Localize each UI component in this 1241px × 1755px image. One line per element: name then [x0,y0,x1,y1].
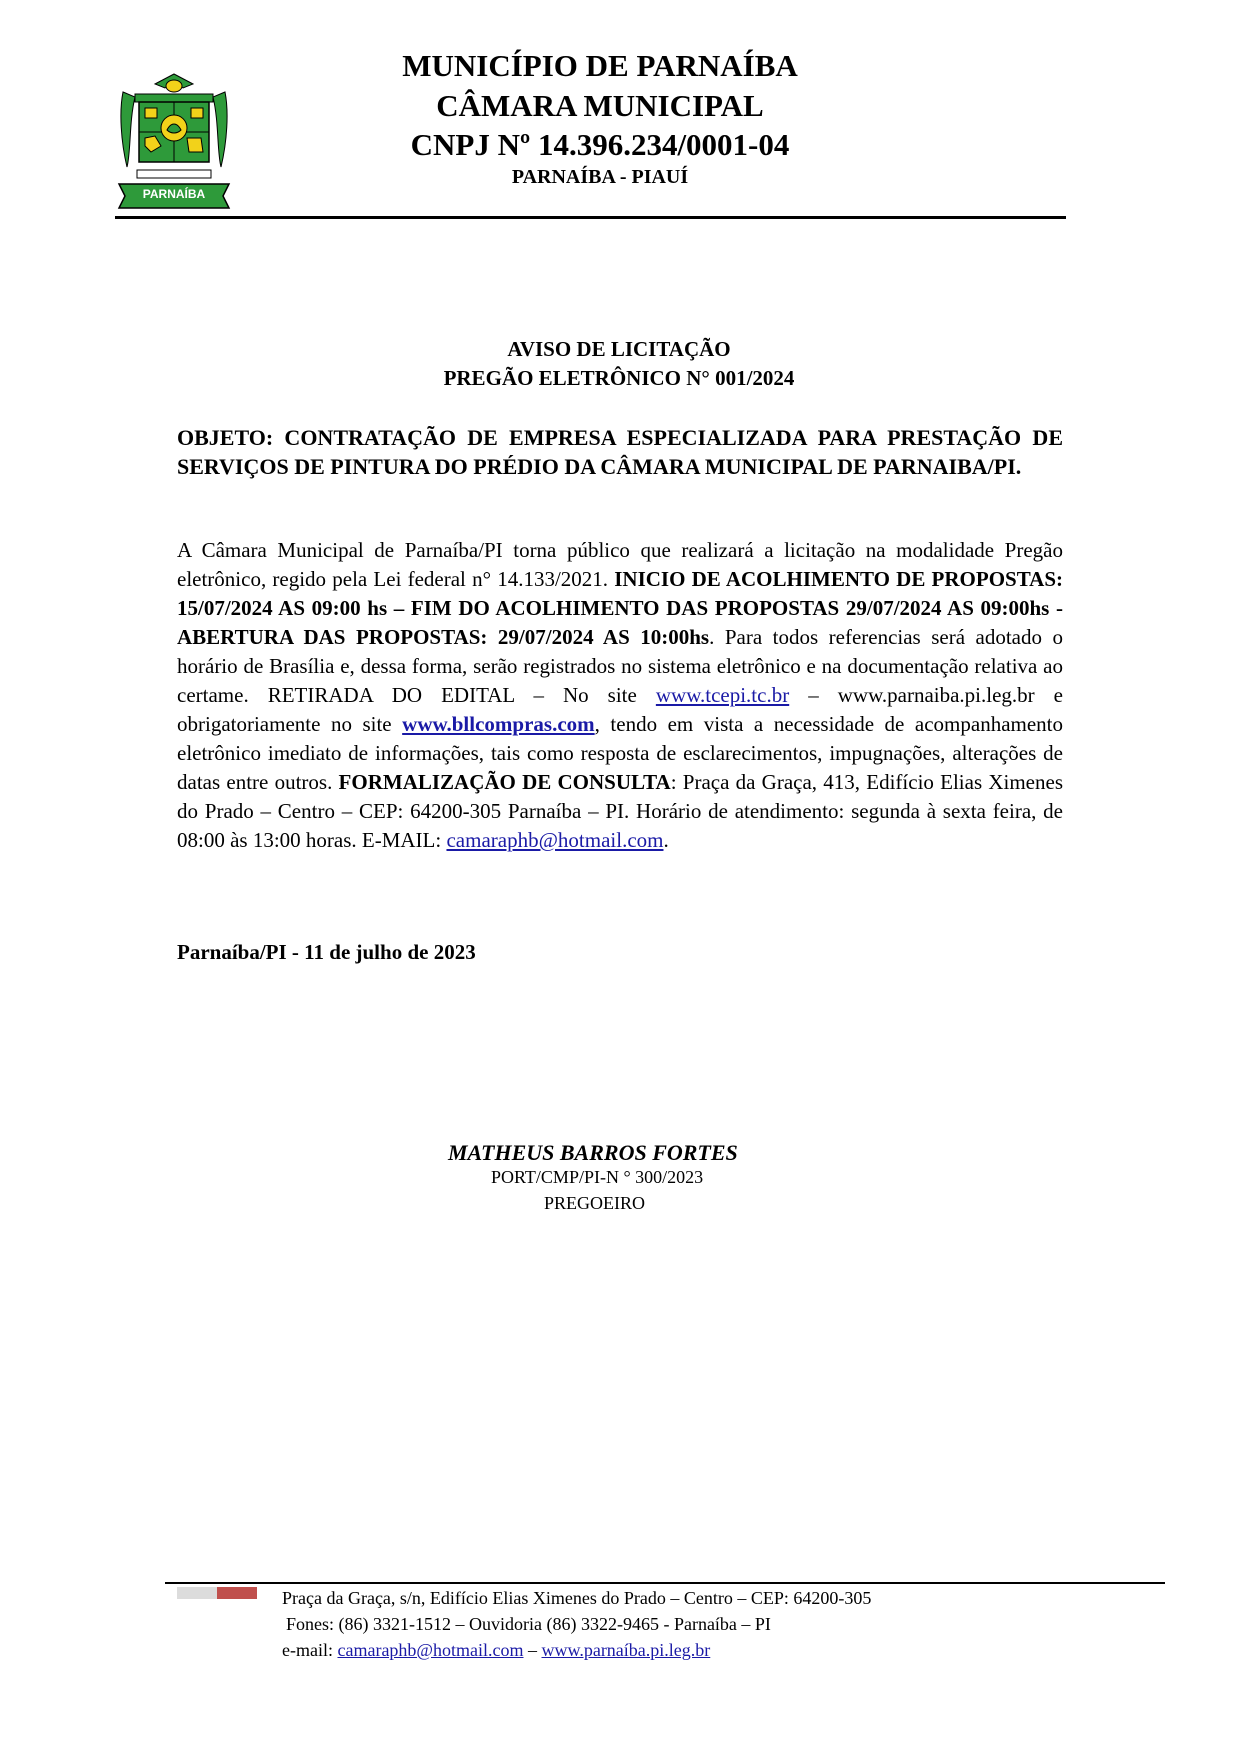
footer-phones: Fones: (86) 3321-1512 – Ouvidoria (86) 3322-9465 - Parnaíba – PI [286,1614,771,1634]
date-line: Parnaíba/PI - 11 de julho de 2023 [177,940,476,964]
signatory-ordinance: PORT/CMP/PI-N ° 300/2023 [491,1167,704,1187]
bllcompras-link[interactable]: www.bllcompras.com [402,712,595,736]
signatory-name: MATHEUS BARROS FORTES [448,1140,738,1165]
body-text-6: . [663,828,669,852]
footer-email-label: e-mail: [282,1640,338,1660]
tcepi-link[interactable]: www.tcepi.tc.br [655,683,790,707]
email-link[interactable]: camaraphb@hotmail.com [446,828,664,852]
body-text-2: . Para todos referencias será adotado o horário de Brasília e, dessa forma, serão registrados no sistema eletrônico e na documentação relativa ao certame. RETIRADA DO EDITAL – No site [177,625,1063,707]
header-municipality: MUNICÍPIO DE PARNAÍBA [402,48,798,83]
signatory-role: PREGOEIRO [544,1193,646,1213]
footer-divider [165,1582,1165,1584]
footer-address: Praça da Graça, s/n, Edifício Elias Ximenes do Prado – Centro – CEP: 64200-305 [282,1588,872,1608]
notice-title: AVISO DE LICITAÇÃO [507,337,731,361]
footer-site-link[interactable]: www.parnaíba.pi.leg.br [541,1640,711,1660]
objeto-paragraph: OBJETO: CONTRATAÇÃO DE EMPRESA ESPECIALIZADA PARA PRESTAÇÃO DE SERVIÇOS DE PINTURA DO PRÉDIO DA CÂMARA MUNICIPAL DE PARNAIBA/PI. [177,425,1063,479]
body-text-4: , tendo em vista a necessidade de acompanhamento eletrônico imediato de informações, tais como resposta de esclarecimentos, impugnações, alterações de datas entre outros. [177,712,1063,794]
footer-gray-bar [177,1587,217,1599]
footer-email-link[interactable]: camaraphb@hotmail.com [337,1640,524,1660]
header-divider [115,216,1066,219]
notice-subtitle: PREGÃO ELETRÔNICO N° 001/2024 [443,366,795,390]
body-text-3: – www.parnaiba.pi.leg.br e obrigatoriamente no site [177,683,1063,736]
header-cnpj: CNPJ Nº 14.396.234/0001-04 [410,127,790,162]
footer-contacts [282,1640,710,1661]
emblem-banner-text: PARNAÍBA [142,187,206,201]
body-bold-dates: INICIO DE ACOLHIMENTO DE PROPOSTAS: 15/07/2024 AS 09:00 hs – FIM DO ACOLHIMENTO DAS PROPOSTAS 29/07/2024 AS 09:00hs - ABERTURA DAS PROPOSTAS: 29/07/2024 AS 10:00hs [177,567,1063,649]
body-text-1: A Câmara Municipal de Parnaíba/PI torna público que realizará a licitação na modalidade Pregão eletrônico, regido pela Lei federal n° 14.133/2021. [177,538,1063,591]
notice-body [177,536,1063,855]
body-bold-consulta: FORMALIZAÇÃO DE CONSULTA [338,770,671,794]
header-city-state: PARNAÍBA - PIAUÍ [511,166,689,188]
municipal-emblem [117,72,231,214]
footer-red-bar [217,1587,257,1599]
footer-separator: – [523,1640,542,1660]
header-chamber: CÂMARA MUNICIPAL [436,88,764,123]
body-text-5: : Praça da Graça, 413, Edifício Elias Ximenes do Prado – Centro – CEP: 64200-305 Parnaíba – PI. Horário de atendimento: segunda à sexta feira, de 08:00 às 13:00 horas. E-MAIL: [177,770,1063,852]
